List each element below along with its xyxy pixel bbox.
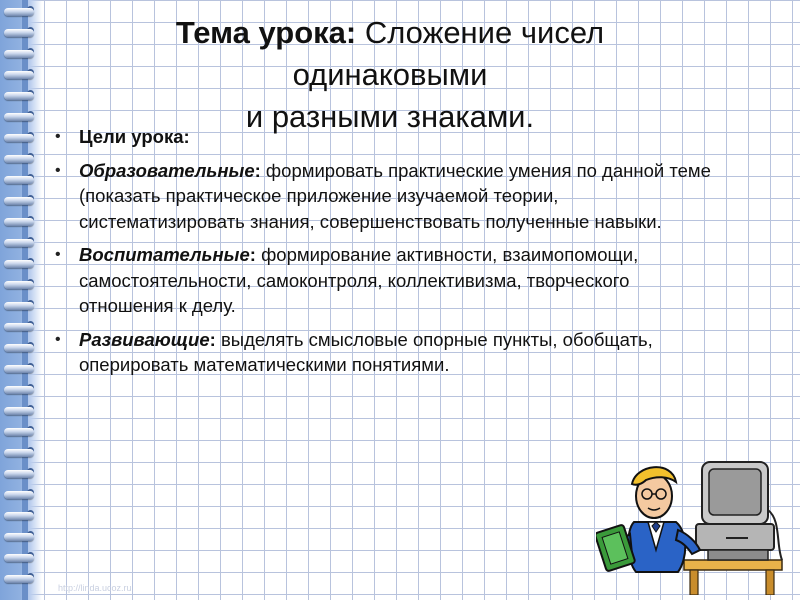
slide-title — [140, 12, 640, 138]
binding-ring — [4, 113, 34, 121]
goal-label: Воспитательные — [79, 244, 250, 265]
binding-ring — [4, 260, 34, 268]
binding-ring — [4, 50, 34, 58]
binding-ring — [4, 386, 34, 394]
title-line-1 — [140, 12, 640, 54]
bullet-icon: • — [55, 246, 61, 263]
binding-ring — [4, 134, 34, 142]
bullet-icon: • — [55, 161, 61, 179]
title-rest: Сложение чисел — [356, 15, 605, 50]
goal-text: формирование активности, взаимопомощи, самостоятельности, самоконтроля, коллективизма, творческого отношения к делу. — [79, 244, 639, 316]
notebook-binding — [0, 0, 42, 600]
teacher-computer-clipart — [596, 450, 786, 595]
binding-ring — [4, 8, 34, 16]
bullet-icon: • — [55, 330, 61, 348]
binding-ring — [4, 428, 34, 436]
goal-separator: : — [209, 328, 216, 350]
goal-text: выделять смысловые опорные пункты, обобщать, оперировать математическими понятиями. — [79, 328, 653, 375]
goal-label: Образовательные — [79, 159, 255, 181]
binding-ring — [4, 407, 34, 415]
binding-ring — [4, 71, 34, 79]
binding-ring — [4, 29, 34, 37]
binding-ring — [4, 554, 34, 562]
goals-heading: Цели урока: — [79, 126, 190, 147]
bullet-icon: • — [55, 128, 61, 145]
goal-separator: : — [254, 159, 261, 181]
goals-list — [52, 124, 717, 386]
binding-ring — [4, 176, 34, 184]
binding-ring — [4, 575, 34, 583]
binding-ring — [4, 323, 34, 331]
list-item — [52, 158, 717, 235]
binding-ring — [4, 218, 34, 226]
binding-ring — [4, 155, 34, 163]
binding-ring — [4, 365, 34, 373]
binding-ring — [4, 197, 34, 205]
goal-label: Развивающие — [79, 328, 210, 350]
list-item — [52, 124, 717, 150]
binding-ring — [4, 344, 34, 352]
binding-ring — [4, 281, 34, 289]
binding-ring — [4, 302, 34, 310]
list-item — [52, 242, 717, 319]
binding-ring — [4, 470, 34, 478]
watermark: http://linda.ucoz.ru — [58, 583, 132, 593]
goal-separator: : — [249, 244, 256, 265]
title-line-2: одинаковыми — [292, 57, 488, 92]
binding-ring — [4, 533, 34, 541]
list-item — [52, 327, 717, 378]
binding-ring — [4, 449, 34, 457]
binding-ring — [4, 239, 34, 247]
binding-ring — [4, 512, 34, 520]
goal-text: формировать практические умения по данной теме (показать практическое приложение изучаемой теории, систематизировать знания, совершенствовать полученные навыки. — [79, 159, 711, 232]
title-line-3: и разными знаками. — [245, 99, 535, 134]
binding-ring — [4, 491, 34, 499]
title-prefix: Тема урока: — [175, 15, 357, 50]
binding-ring — [4, 92, 34, 100]
